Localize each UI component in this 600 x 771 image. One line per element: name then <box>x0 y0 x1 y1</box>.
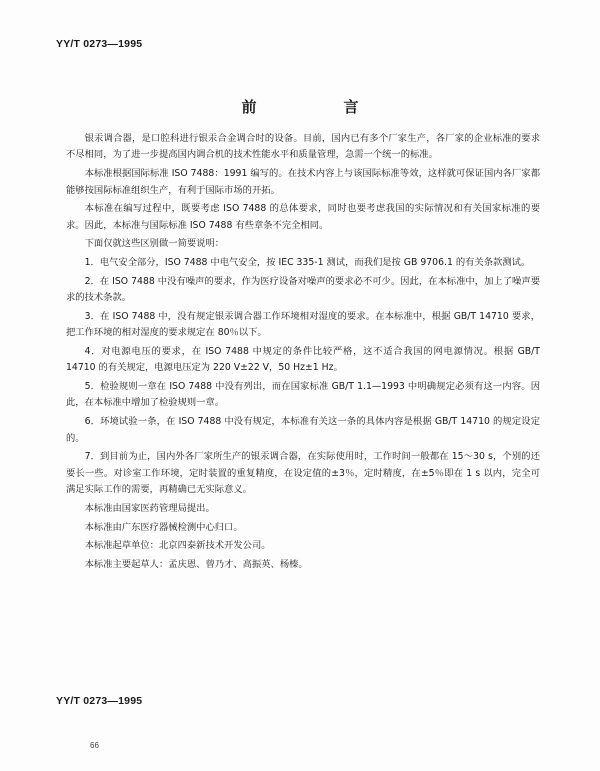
paragraph-drafting-unit: 本标准起草单位：北京四泰新技术开发公司。 <box>84 540 271 552</box>
paragraph-compilation: 本标准在编写过程中，既要考虑 ISO 7488 的总体要求，同时也要考虑我国的实际情况和有关国家标准的要求。因此，本标准与国际标准 ISO 7488 有些章条不完全相同。 <box>66 203 540 231</box>
header-standard-code: YY/T 0273—1995 <box>56 38 143 50</box>
paragraph-proposer: 本标准由国家医药管理局提出。 <box>84 502 215 514</box>
paragraph-intro: 银汞调合器，是口腔科进行银汞合金调合时的设备。目前，国内已有多个厂家生产，各厂家的企业标准的要求不尽相同，为了进一步提高国内调合机的技术性能水平和质量管理，急需一个统一的标准。 <box>66 133 540 161</box>
paragraph-administrator: 本标准由广东医疗器械检测中心归口。 <box>84 521 243 533</box>
page-title: 前 言 <box>241 98 395 116</box>
paragraph-differences-intro: 下面仅就这些区别做一简要说明： <box>84 238 225 250</box>
list-item-environment-test: 6．环境试验一条，在 ISO 7488 中没有规定，本标准有关这一条的具体内容是根据 GB/T 14710 的规定设定的。 <box>66 416 540 444</box>
list-item-humidity: 3．在 ISO 7488 中，没有规定银汞调合器工作环境相对湿度的要求。在本标准中，根据 GB/T 14710 要求，把工作环境的相对湿度的要求规定在 80％以下。 <box>66 310 540 339</box>
list-item-inspection-rules: 5．检验规则一章在 ISO 7488 中没有列出，而在国家标准 GB/T 1.1—1993 中明确规定必须有这一内容。因此，在本标准中增加了检验规则一章。 <box>66 381 540 409</box>
page-number: 66 <box>90 741 99 750</box>
paragraph-drafters: 本标准主要起草人：孟庆恩、曾乃才、高振英、杨榛。 <box>84 558 308 570</box>
list-item-voltage: 4．对电源电压的要求，在 ISO 7488 中规定的条件比较严格，这不适合我国的网电源情况。根据 GB/T 14710 的有关规定，电源电压定为 220 V±22 V，50 Hz±1 Hz。 <box>66 345 540 374</box>
foreword-body <box>66 131 540 576</box>
footer-standard-code: YY/T 0273—1995 <box>56 695 143 707</box>
list-item-electrical-safety: 1．电气安全部分，ISO 7488 中电气安全，按 IEC 335-1 测试，而我们是按 GB 9706.1 的有关条款测试。 <box>84 257 531 269</box>
paragraph-basis: 本标准根据国际标准 ISO 7488：1991 编写的。在技术内容上与该国际标准等效，这样就可保证国内各厂家都能够按国际标准组织生产，有利于国际市场的开拓。 <box>66 168 540 196</box>
list-item-noise: 2．在 ISO 7488 中没有噪声的要求，作为医疗设备对噪声的要求必不可少。因此，在本标准中，加上了噪声要求的技术条款。 <box>66 275 540 304</box>
list-item-timing: 7．到目前为止，国内外各厂家所生产的银汞调合器，在实际使用时，工作时间一般都在 15～30 s，个别的还要长一些。对诊室工作环境，定时装置的重复精度，在设定值的±3％，定时精度，在±5％即在 1 s 以内，完全可满足实际工作的需要，再精确已无实际意义。 <box>66 451 540 496</box>
